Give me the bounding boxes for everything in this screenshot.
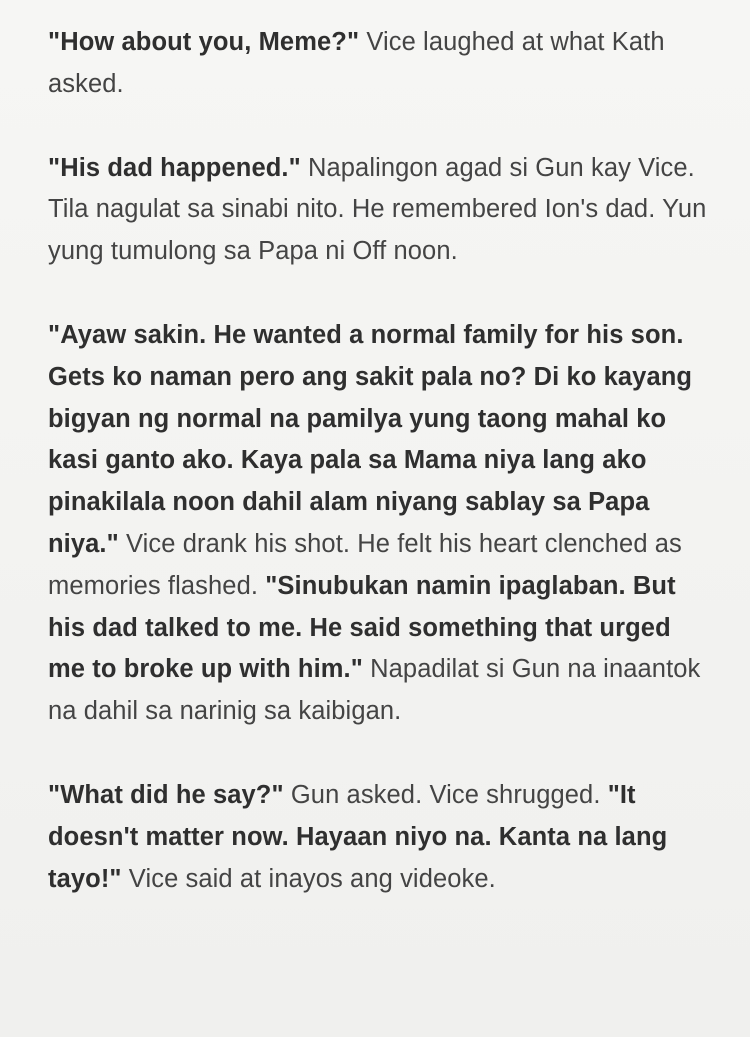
paragraph-2 bbox=[48, 148, 710, 273]
narration-text: Vice said at inayos ang videoke. bbox=[121, 864, 496, 893]
dialogue-text: "Sinubukan namin ipaglaban. But his dad talked to me. He said something that urged me to broke up with him." bbox=[48, 571, 676, 684]
narration-text: Napalingon agad si Gun kay Vice. Tila nagulat sa sinabi nito. He remembered Ion's dad. Yun yung tumulong sa Papa ni Off noon. bbox=[48, 153, 707, 266]
dialogue-text: "Ayaw sakin. He wanted a normal family for his son. Gets ko naman pero ang sakit pala no? Di ko kayang bigyan ng normal na pamilya yung taong mahal ko kasi ganto ako. Kaya pala sa Mama niya lang ako pinakilala noon dahil alam niyang sablay sa Papa niya." bbox=[48, 320, 693, 558]
dialogue-text: "It doesn't matter now. Hayaan niyo na. Kanta na lang tayo!" bbox=[48, 780, 668, 893]
narration-text: Gun asked. Vice shrugged. bbox=[283, 780, 608, 809]
paragraph-3 bbox=[48, 315, 710, 733]
dialogue-text: "His dad happened." bbox=[48, 153, 301, 182]
dialogue-text: "How about you, Meme?" bbox=[48, 28, 360, 56]
paragraph-1 bbox=[48, 22, 710, 106]
dialogue-text: "What did he say?" bbox=[48, 780, 284, 809]
paragraph-4 bbox=[48, 775, 710, 900]
narration-text: Napadilat si Gun na inaantok na dahil sa narinig sa kaibigan. bbox=[48, 655, 701, 726]
narration-text: Vice drank his shot. He felt his heart clenched as memories flashed. bbox=[48, 529, 682, 600]
narration-text: Vice laughed at what Kath asked. bbox=[48, 28, 665, 98]
